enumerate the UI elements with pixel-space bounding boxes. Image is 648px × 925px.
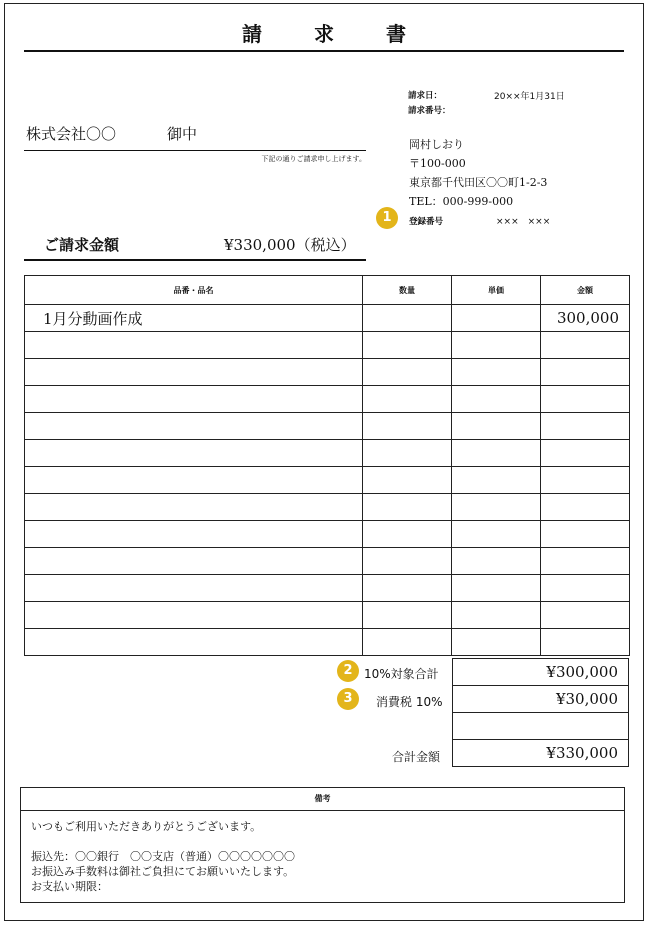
quantity-cell [363,305,452,332]
issuer-address: 東京都千代田区〇〇町1-2-3 [409,176,548,189]
unit-price-cell [452,332,541,359]
client-underline [24,150,366,151]
client-name: 株式会社〇〇 [26,125,117,143]
billing-amount-value: ¥330,000（税込） [224,236,356,254]
unit-price-cell [452,602,541,629]
registration-label: 登録番号 [409,217,444,227]
remarks-thanks: いつもご利用いただきありがとうございます。 [31,820,262,833]
subtotal-label: 10%対象合計 [364,667,439,681]
invoice-number-label: 請求番号： [408,106,451,116]
amount-cell [541,440,630,467]
amount-cell [541,548,630,575]
item-name-cell [25,386,363,413]
table-row [25,413,630,440]
badge-2-icon: 2 [337,660,359,682]
tax-value: ¥30,000 [453,686,629,713]
table-row [25,332,630,359]
unit-price-cell [452,521,541,548]
table-row [25,629,630,656]
header-unit-price: 単価 [452,276,541,305]
unit-price-cell [452,548,541,575]
quantity-cell [363,386,452,413]
amount-cell [541,467,630,494]
quantity-cell [363,575,452,602]
quantity-cell [363,521,452,548]
title-underline [24,50,624,52]
header-item-name: 品番・品名 [25,276,363,305]
unit-price-cell [452,575,541,602]
quantity-cell [363,467,452,494]
item-name-cell [25,521,363,548]
quantity-cell [363,494,452,521]
unit-price-cell [452,413,541,440]
tax-label: 消費税 10% [376,695,443,709]
item-name-cell [25,575,363,602]
table-row [25,305,630,332]
table-row [25,494,630,521]
date-label: 請求日： [408,91,443,101]
remarks-bank: 振込先：〇〇銀行 〇〇支店（普通）〇〇〇〇〇〇〇 [31,850,295,863]
table-row [25,386,630,413]
remarks-due: お支払い期限： [31,880,108,893]
header-quantity: 数量 [363,276,452,305]
unit-price-cell [452,440,541,467]
unit-price-cell [452,359,541,386]
unit-price-cell [452,305,541,332]
invoice-note: 下記の通りご請求申し上げます。 [261,155,366,163]
item-name-cell: 1月分動画作成 [25,305,363,332]
date-value: 20××年1月31日 [494,92,565,102]
table-row [25,602,630,629]
item-name-cell [25,629,363,656]
amount-cell [541,332,630,359]
document-title: 請 求 書 [242,22,422,46]
item-name-cell [25,494,363,521]
item-name-cell [25,413,363,440]
billing-amount-underline [24,259,366,261]
grand-total-value: ¥330,000 [453,740,629,767]
remarks-heading: 備考 [21,788,624,811]
registration-value: ××× ××× [496,217,551,227]
item-name-cell [25,548,363,575]
table-row [25,548,630,575]
blank-value [453,713,629,740]
amount-cell: 300,000 [541,305,630,332]
table-row [25,575,630,602]
item-name-cell [25,332,363,359]
remarks-box [20,787,625,903]
amount-cell [541,629,630,656]
unit-price-cell [452,467,541,494]
items-table [24,275,630,656]
amount-cell [541,602,630,629]
table-row [25,440,630,467]
badge-1-icon: 1 [376,207,398,229]
amount-cell [541,359,630,386]
amount-cell [541,494,630,521]
remarks-fee: お振込み手数料は御社ご負担にてお願いいたします。 [31,865,295,878]
table-row [25,467,630,494]
unit-price-cell [452,629,541,656]
billing-amount-label: ご請求金額 [44,236,120,254]
amount-cell [541,386,630,413]
amount-cell [541,575,630,602]
table-header-row [25,276,630,305]
table-row [25,359,630,386]
unit-price-cell [452,494,541,521]
quantity-cell [363,359,452,386]
table-row [25,521,630,548]
item-name-cell [25,467,363,494]
quantity-cell [363,629,452,656]
quantity-cell [363,602,452,629]
quantity-cell [363,332,452,359]
summary-table [452,658,629,767]
header-amount: 金額 [541,276,630,305]
issuer-name: 岡村しおり [409,138,464,151]
subtotal-value: ¥300,000 [453,659,629,686]
grand-total-label: 合計金額 [392,750,441,764]
amount-cell [541,413,630,440]
issuer-tel: TEL：000-999-000 [409,195,514,208]
badge-3-icon: 3 [337,688,359,710]
quantity-cell [363,548,452,575]
item-name-cell [25,602,363,629]
item-name-cell [25,440,363,467]
item-name-cell [25,359,363,386]
quantity-cell [363,413,452,440]
client-honorific: 御中 [167,125,198,143]
unit-price-cell [452,386,541,413]
issuer-postal: 〒100-000 [409,157,466,170]
quantity-cell [363,440,452,467]
amount-cell [541,521,630,548]
